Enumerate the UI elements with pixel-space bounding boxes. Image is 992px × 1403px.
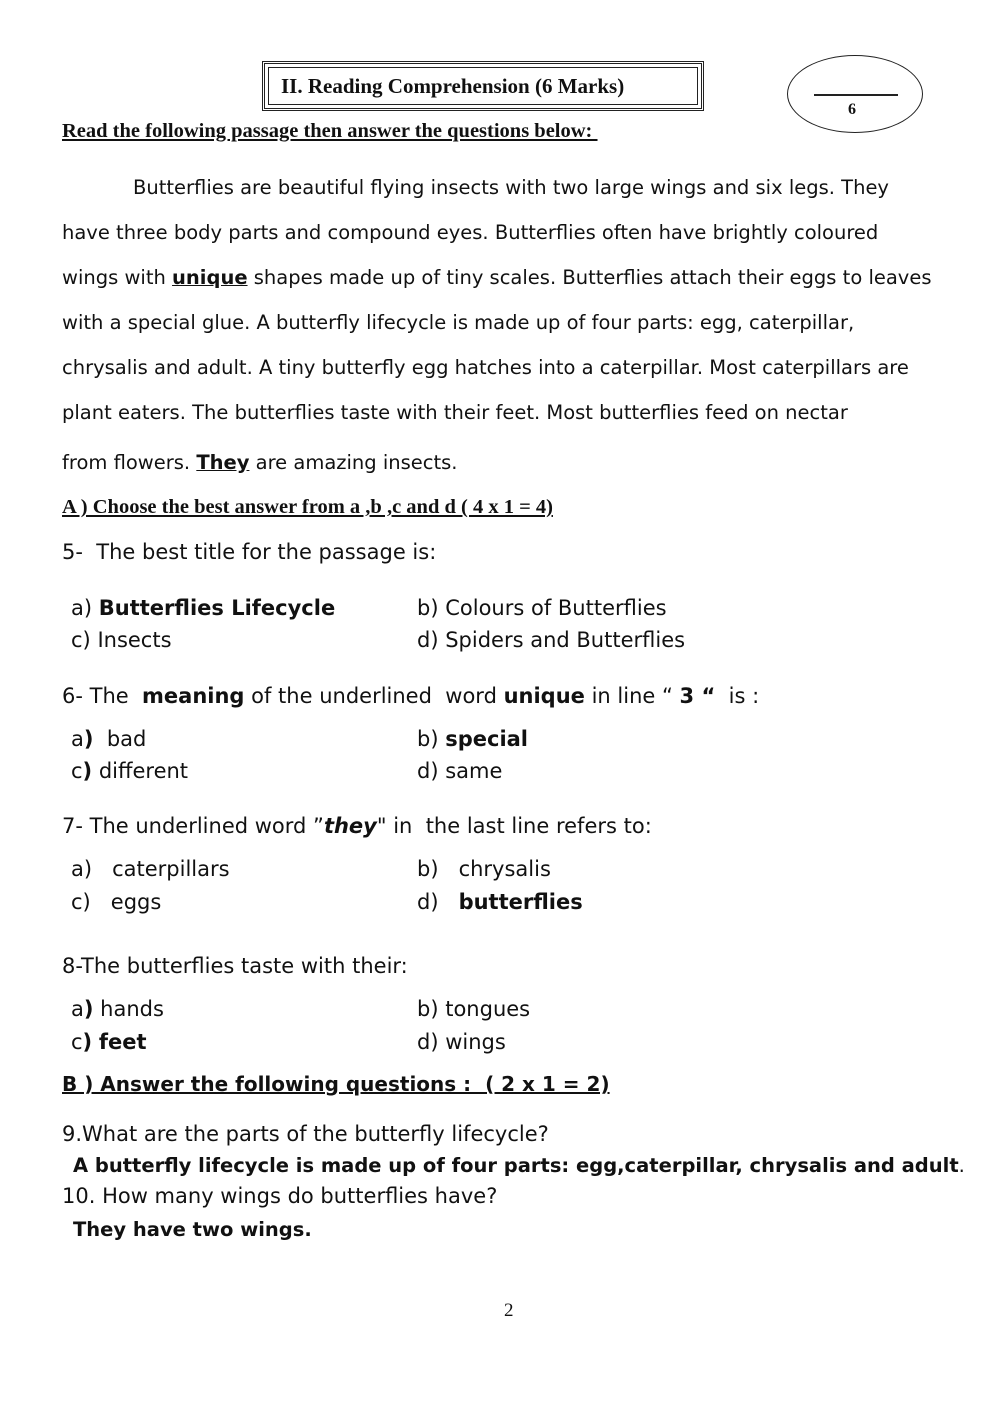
question-6 [62,684,759,708]
option-text: Insects [97,628,172,652]
option-paren: ) [82,1030,93,1054]
option-label: a [71,727,84,751]
passage-line-1: Butterflies are beautiful flying insects with two large wings and six legs. They [133,176,889,199]
option-label: c [71,1030,83,1054]
passage-text: wings with [62,266,173,289]
passage-text: are amazing insects. [249,451,458,474]
q5-option-d[interactable] [417,628,685,652]
q7-option-d[interactable] [417,890,583,914]
option-label: b) [417,596,439,620]
passage-text: from flowers. [62,451,197,474]
option-text: butterflies [458,890,583,914]
question-9: 9.What are the parts of the butterfly lifecycle? [62,1122,549,1146]
q6-stem-part: in line “ [584,684,680,708]
question-10: 10. How many wings do butterflies have? [62,1184,498,1208]
underlined-word-they: They [196,451,250,474]
option-text: hands [100,997,164,1021]
option-text: special [445,727,529,751]
q6-stem-line: 3 “ [679,684,716,708]
option-label: b) [417,727,439,751]
underlined-word-unique: unique [172,266,248,289]
option-text: Colours of Butterflies [445,596,667,620]
instruction: Read the following passage then answer the questions below: [62,120,598,142]
q5-option-a[interactable] [71,596,335,620]
q6-option-d[interactable] [417,759,502,783]
q8-option-a[interactable] [71,997,164,1021]
option-label: d) [417,759,439,783]
option-label: c) [71,628,91,652]
q7-stem-part: 7- The underlined word ” [62,814,324,838]
option-label: c) [71,890,91,914]
marks-total: 6 [848,101,856,118]
q7-stem-word: they [323,814,377,838]
q6-option-c[interactable] [71,759,188,783]
option-text: different [98,759,189,783]
q6-option-a[interactable] [71,727,146,751]
option-paren: ) [83,727,94,751]
passage-line-4: with a special glue. A butterfly lifecycle is made up of four parts: egg, caterpillar, [62,311,855,334]
section-b-title: B ) Answer the following questions : ( 2 x 1 = 2) [62,1072,610,1096]
marks-blank-line [814,94,898,96]
passage-line-6: plant eaters. The butterflies taste with their feet. Most butterflies feed on nectar [62,401,848,424]
q8-option-d[interactable] [417,1030,506,1054]
option-text: Butterflies Lifecycle [98,596,336,620]
question-7 [62,814,652,838]
option-text: chrysalis [458,857,551,881]
option-text: eggs [110,890,162,914]
passage-text: shapes made up of tiny scales. Butterflies attach their eggs to leaves [247,266,932,289]
section-a-title: A ) Choose the best answer from a ,b ,c and d ( 4 x 1 = 4) [62,496,553,518]
section-title: II. Reading Comprehension (6 Marks) [281,73,625,98]
q7-option-b[interactable] [417,857,551,881]
passage-line-7 [62,451,458,474]
option-text: wings [445,1030,506,1054]
q6-stem-part: is : [715,684,760,708]
option-paren: ) [82,759,93,783]
option-text: tongues [445,997,531,1021]
passage-line-5: chrysalis and adult. A tiny butterfly egg hatches into a caterpillar. Most caterpillars are [62,356,909,379]
option-text: caterpillars [112,857,230,881]
answer-period: . [958,1154,965,1177]
option-text: Spiders and Butterflies [445,628,686,652]
option-label: d) [417,1030,439,1054]
q7-option-a[interactable] [71,857,230,881]
option-label: d) [417,890,439,914]
page-number: 2 [504,1300,514,1321]
passage-line-2: have three body parts and compound eyes. Butterflies often have brightly coloured [62,221,879,244]
answer-9 [73,1154,965,1177]
q6-stem-part: 6- The [62,684,143,708]
q5-option-b[interactable] [417,596,667,620]
q6-stem-part: of the underlined word [244,684,504,708]
option-label: c [71,759,83,783]
option-label: a [71,997,84,1021]
option-text: feet [98,1030,147,1054]
q8-option-c[interactable] [71,1030,147,1054]
question-5: 5- The best title for the passage is: [62,540,437,564]
section-title-box [262,61,704,111]
option-label: a) [71,857,93,881]
q7-stem-part: " in the last line refers to: [376,814,652,838]
option-label: a) [71,596,93,620]
option-text: same [445,759,503,783]
question-8: 8-The butterflies taste with their: [62,954,408,978]
q5-option-c[interactable] [71,628,172,652]
q6-option-b[interactable] [417,727,528,751]
option-paren: ) [83,997,94,1021]
q6-stem-meaning: meaning [142,684,245,708]
option-text: bad [106,727,147,751]
option-label: d) [417,628,439,652]
option-label: b) [417,997,439,1021]
answer-10: They have two wings. [73,1218,312,1241]
option-label: b) [417,857,439,881]
answer-text: A butterfly lifecycle is made up of four parts: egg,caterpillar, chrysalis and adult [73,1154,959,1177]
passage-line-3 [62,266,932,289]
q6-stem-word: unique [503,684,585,708]
q7-option-c[interactable] [71,890,161,914]
q8-option-b[interactable] [417,997,530,1021]
